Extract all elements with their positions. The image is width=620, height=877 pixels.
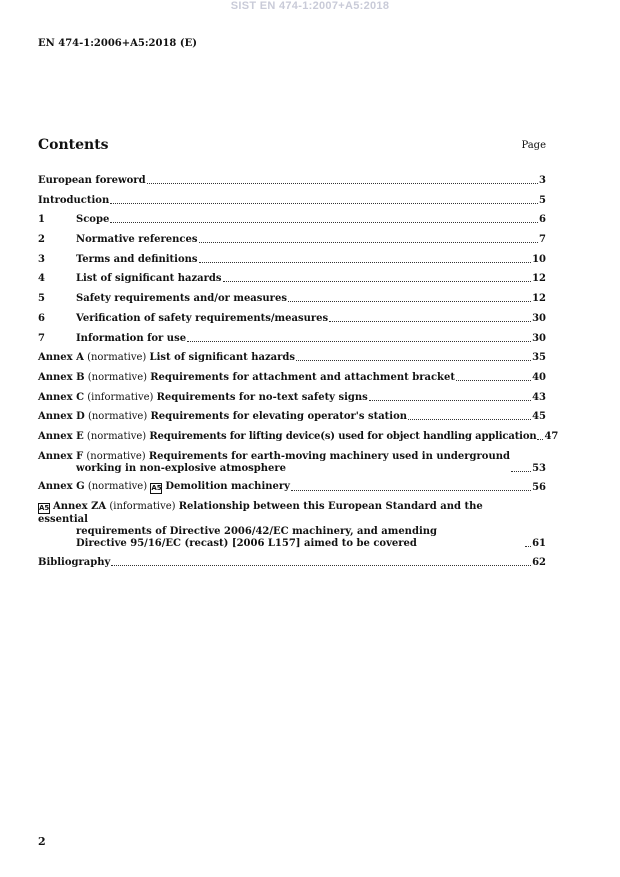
toc-entry-verification[interactable] bbox=[38, 313, 546, 325]
toc-entry-title: Requirements for elevating operator's station bbox=[150, 411, 408, 423]
toc-entry-page: 62 bbox=[532, 557, 546, 569]
toc-entry-page: 7 bbox=[539, 234, 546, 246]
toc-entry-hazards[interactable] bbox=[38, 273, 546, 285]
table-of-contents bbox=[38, 175, 559, 577]
toc-entry-page: 43 bbox=[532, 391, 546, 403]
amendment-marker-icon: A5 bbox=[39, 504, 50, 513]
toc-entry-page: 30 bbox=[532, 312, 546, 324]
toc-entry-page: 5 bbox=[539, 194, 546, 206]
annex-qualifier: (normative) bbox=[87, 480, 148, 492]
toc-entry-title: Terms and definitions bbox=[76, 253, 198, 265]
toc-entry-page: 40 bbox=[532, 371, 546, 383]
annex-qualifier: (normative) bbox=[87, 371, 148, 383]
toc-entry-title: Relationship between this European Standard and the essential bbox=[38, 501, 483, 526]
leader-dots bbox=[111, 564, 531, 566]
annex-qualifier: (normative) bbox=[87, 352, 147, 364]
leader-dots bbox=[110, 202, 538, 204]
leader-dots bbox=[408, 418, 531, 420]
page-column-label: Page bbox=[521, 140, 546, 151]
watermark: SIST EN 474-1:2007+A5:2018 bbox=[230, 0, 390, 12]
toc-entry-title: Safety requirements and/or measures bbox=[76, 293, 287, 305]
annex-label: Annex B bbox=[38, 371, 85, 383]
toc-entry-number: 7 bbox=[38, 332, 45, 344]
toc-entry-number: 1 bbox=[38, 214, 45, 226]
toc-entry-title-continued: working in non-explosive atmosphere bbox=[76, 462, 287, 474]
toc-entry-annex-za[interactable] bbox=[38, 501, 546, 550]
toc-entry-title: Verification of safety requirements/measures bbox=[76, 312, 329, 324]
leader-dots bbox=[537, 438, 543, 440]
leader-dots bbox=[288, 300, 531, 302]
contents-title: Contents bbox=[38, 137, 109, 153]
toc-entry-title: European foreword bbox=[38, 175, 146, 186]
leader-dots bbox=[369, 399, 531, 401]
page-number: 2 bbox=[38, 835, 46, 848]
toc-entry-title-continued: Directive 95/16/EC (recast) [2006 L157] aimed to be covered bbox=[76, 538, 417, 550]
toc-entry-annex-g[interactable] bbox=[38, 481, 546, 494]
toc-entry-page: 12 bbox=[532, 293, 546, 305]
toc-entry-page: 3 bbox=[539, 175, 546, 186]
document-id: EN 474-1:2006+A5:2018 (E) bbox=[38, 38, 197, 49]
leader-dots bbox=[187, 340, 531, 342]
toc-entry-annex-c[interactable] bbox=[38, 392, 546, 404]
toc-entry-page: 10 bbox=[532, 253, 546, 265]
annex-qualifier: (informative) bbox=[109, 501, 176, 513]
toc-entry-title: List of significant hazards bbox=[76, 273, 222, 285]
leader-dots bbox=[329, 320, 531, 322]
leader-dots bbox=[199, 241, 539, 243]
annex-qualifier: (normative) bbox=[87, 411, 148, 423]
leader-dots bbox=[147, 182, 538, 184]
leader-dots bbox=[511, 470, 531, 472]
amendment-marker-icon: A5 bbox=[151, 483, 162, 492]
toc-entry-page: 53 bbox=[532, 462, 546, 474]
annex-label: Annex G bbox=[38, 480, 85, 492]
toc-entry-information-for-use[interactable] bbox=[38, 333, 546, 345]
annex-label: Annex E bbox=[38, 430, 84, 442]
toc-entry-title-continued: requirements of Directive 2006/42/EC machinery, and amending bbox=[76, 526, 438, 538]
toc-entry-scope[interactable] bbox=[38, 214, 546, 226]
toc-entry-page: 47 bbox=[544, 430, 559, 442]
annex-label: Annex F bbox=[38, 450, 84, 462]
toc-entry-title: Requirements for attachment and attachment bracket bbox=[150, 371, 455, 383]
toc-entry-annex-e[interactable] bbox=[38, 430, 559, 443]
toc-entry-title: Bibliography bbox=[38, 557, 111, 569]
toc-entry-title: Information for use bbox=[76, 332, 187, 344]
toc-entry-title: List of significant hazards bbox=[149, 352, 296, 364]
toc-entry-annex-f[interactable] bbox=[38, 451, 546, 475]
toc-entry-terms[interactable] bbox=[38, 254, 546, 266]
toc-entry-title: Requirements for lifting device(s) used for object handling application bbox=[149, 430, 537, 442]
toc-entry-title: Requirements for earth-moving machinery used in underground bbox=[148, 450, 510, 462]
leader-dots bbox=[296, 359, 531, 361]
leader-dots bbox=[456, 379, 531, 381]
leader-dots bbox=[223, 280, 532, 282]
toc-entry-annex-d[interactable] bbox=[38, 411, 546, 423]
toc-entry-title: Demolition machinery bbox=[165, 480, 290, 492]
toc-entry-page: 45 bbox=[532, 411, 546, 423]
toc-entry-title: Normative references bbox=[76, 234, 198, 246]
annex-qualifier: (normative) bbox=[86, 430, 147, 442]
toc-entry-page: 56 bbox=[532, 481, 546, 493]
toc-entry-number: 2 bbox=[38, 234, 45, 246]
toc-entry-number: 3 bbox=[38, 253, 45, 265]
annex-qualifier: (informative) bbox=[87, 391, 154, 403]
annex-label: Annex ZA bbox=[53, 501, 107, 513]
toc-entry-normative-references[interactable] bbox=[38, 234, 546, 246]
toc-entry-annex-a[interactable] bbox=[38, 352, 546, 364]
toc-entry-page: 12 bbox=[532, 273, 546, 285]
toc-entry-bibliography[interactable] bbox=[38, 557, 546, 569]
toc-entry-page: 6 bbox=[539, 214, 546, 226]
toc-entry-page: 35 bbox=[532, 352, 546, 364]
leader-dots bbox=[525, 545, 531, 547]
toc-entry-title: Scope bbox=[76, 214, 110, 226]
toc-entry-number: 5 bbox=[38, 293, 45, 305]
toc-entry-number: 6 bbox=[38, 312, 45, 324]
leader-dots bbox=[199, 261, 532, 263]
toc-entry-title: Requirements for no-text safety signs bbox=[156, 391, 368, 403]
toc-entry-safety-requirements[interactable] bbox=[38, 293, 546, 305]
toc-entry-page: 61 bbox=[532, 538, 546, 550]
toc-entry-page: 30 bbox=[532, 332, 546, 344]
annex-qualifier: (normative) bbox=[86, 450, 146, 462]
leader-dots bbox=[291, 489, 531, 491]
annex-label: Annex C bbox=[38, 391, 85, 403]
toc-entry-introduction[interactable] bbox=[38, 195, 546, 207]
annex-label: Annex A bbox=[38, 352, 84, 364]
toc-entry-number: 4 bbox=[38, 273, 45, 285]
annex-label: Annex D bbox=[38, 411, 85, 423]
leader-dots bbox=[110, 221, 538, 223]
toc-entry-foreword[interactable] bbox=[38, 175, 546, 187]
toc-entry-title: Introduction bbox=[38, 194, 110, 206]
toc-entry-annex-b[interactable] bbox=[38, 372, 546, 384]
